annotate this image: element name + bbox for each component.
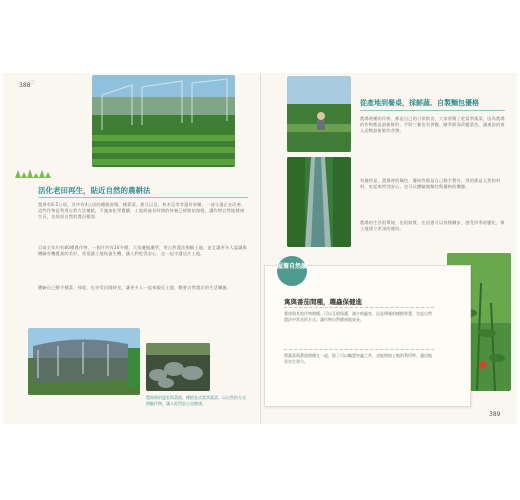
left-page xyxy=(3,73,261,424)
body-paragraph-1: 農場裡種的作物，都是自己的日常飲食，大家習慣了吃當季蔬菜，因為農場的作物都是最新鮮的，平時三餐也有供應，隨季節而改變菜色，讓來訪的客人品嚐最新鮮的食物。 xyxy=(360,116,505,134)
ornament-icon: ♡ xyxy=(29,79,36,87)
tip-note-card xyxy=(264,265,471,407)
note-paragraph-2: 將蔬菜與番茄間種在一起，除了可以驅趕害蟲之外，也能增加土地的利用率，讓田地更有生命力。 xyxy=(284,353,432,364)
body-paragraph-3: 體驗自己動手種菜、採收，也享受田園時光，讓更多人一起來親近土地，體會自然農法的生活樂趣。 xyxy=(38,285,232,290)
note-title: 寓與番茄間種，趨蟲保健進 xyxy=(284,298,362,306)
produce-photo xyxy=(146,343,210,391)
farmer-field-photo xyxy=(287,76,351,152)
page-number: 389 xyxy=(489,411,501,418)
grass-icon xyxy=(15,168,55,178)
body-paragraph-2: 有趣的是，農場裡的麵包、優格等都是自己動手製作，用的都是天然的材料，吃起來特別安心，也可以體驗做麵包與優格的樂趣。 xyxy=(360,178,501,190)
shade-house-photo xyxy=(28,328,140,395)
heading-rule xyxy=(360,110,505,111)
photo-caption: 農場裡的溫室與菜園，種植各式當季蔬菜，以自然的方式照顧作物，讓人吃得安心也健康。 xyxy=(146,395,246,406)
irrigation-channel-photo xyxy=(287,157,351,247)
page-number: 388 xyxy=(19,82,31,89)
note-badge: 屋簷自然讀 xyxy=(277,256,307,286)
body-paragraph-3: 農場的生活很單純，也很踏實，在這裡可以放慢腳步，感受四季的變化，與土地建立更深的連結。 xyxy=(360,220,505,232)
greenhouse-photo xyxy=(92,75,235,167)
heading-rule xyxy=(38,197,248,198)
section-heading: 從產地到餐桌，採鮮蔬、自製麵包優格 xyxy=(360,99,479,107)
note-divider xyxy=(284,307,434,308)
note-divider xyxy=(284,349,434,350)
section-heading: 活化老田再生，貼近自然的農耕法 xyxy=(38,186,151,195)
body-paragraph-1: 農場有8.5公頃，其中有4公頃的種植面積，種著菜、甜豆以及、和木瓜等等還有果樹，一部分還正在改善，這些作物是利用自然方法種植，不施加化學農藥，土地經過長時間的休養已經開始復甦，讓作物自然地健康生長，也保留自然的農田樣貌。 xyxy=(38,202,246,220)
body-paragraph-2: 目前全年約有80種農作物，一個月約有30多種，大家邊做邊學，用自然農法照顧土地，並且讓更多人認識與體驗有機農業的美好，希望讓土地恢復生機，讓人們吃得安心，也一起守護這片土地。 xyxy=(38,245,247,257)
note-paragraph-1: 番茄與其他作物間種，可以互相保護，減少病蟲害，這是傳統的種植智慧，也是自然農法中常見的方式，讓作物自然健康地成長。 xyxy=(284,311,432,322)
